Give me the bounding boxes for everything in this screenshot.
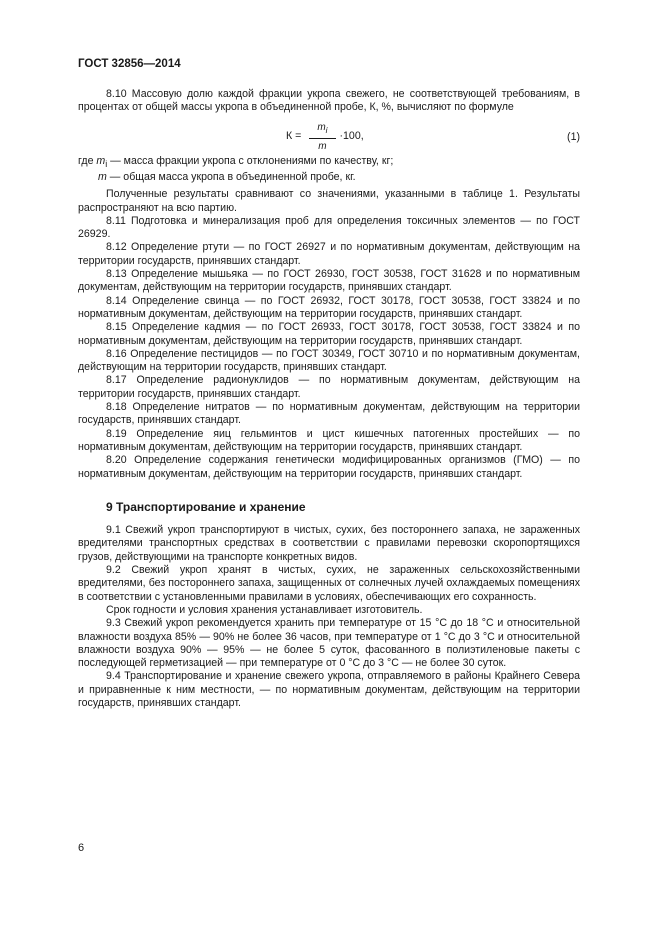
- paragraph-9-2: 9.2 Свежий укроп хранят в чистых, сухих, не зараженных сельскохозяйственными вредителями, без постороннего запаха, защищенных от солнечных лучей охлаждаемых помещениях в соответствии с установленными правилами в условиях, обеспечивающих его сохранность.: [78, 564, 580, 603]
- paragraph-8-18: 8.18 Определение нитратов — по нормативным документам, действующим на территории государств, принявших стандарт.: [78, 401, 580, 427]
- paragraph-9-3: 9.3 Свежий укроп рекомендуется хранить при температуре от 15 °С до 18 °С и относительной влажности воздуха 85% — 90% не более 36 часов, при температуре от 1 °С до 3 °С и относительной влажности воздуха 90% — 95% — не более 5 суток, фасованного в полиэтиленовые пакеты с последующей герметизацией — при температуре от 0 °С до 3 °С — не более 30 суток.: [78, 617, 580, 670]
- formula-numerator-subscript: i: [325, 124, 328, 135]
- paragraph-8-19: 8.19 Определение яиц гельминтов и цист кишечных патогенных простейших — по нормативным документам, действующим на территории государств, принявших стандарт.: [78, 427, 580, 453]
- paragraph-9-1: 9.1 Свежий укроп транспортируют в чистых, сухих, без постороннего запаха, не зараженных вредителями транспортных средствах в соответствии с правилами перевозки скоропортящихся грузов, действующими на транспорте конкретных видов.: [78, 524, 580, 563]
- page-number: 6: [78, 842, 85, 854]
- formula-lhs: К =: [286, 130, 302, 143]
- paragraph-shelf-life: Срок годности и условия хранения устанавливает изготовитель.: [106, 603, 423, 616]
- formula-legend-m: m — общая масса укропа в объединенной пробе, кг.: [98, 171, 356, 183]
- paragraph-8-20: 8.20 Определение содержания генетически модифицированных организмов (ГМО) — по нормативным документам, действующим на территории государств, принявших стандарт.: [78, 454, 580, 480]
- paragraph-8-15: 8.15 Определение кадмия — по ГОСТ 26933, ГОСТ 30178, ГОСТ 30538, ГОСТ 33824 и по нормативным документам, действующим на территории государств, принявших стандарт.: [78, 321, 580, 347]
- paragraph-8-16: 8.16 Определение пестицидов — по ГОСТ 30349, ГОСТ 30710 и по нормативным документам, действующим на территории государств, принявших стандарт.: [78, 347, 580, 374]
- paragraph-9-4: 9.4 Транспортирование и хранение свежего укропа, отправляемого в районы Крайнего Севера и приравненные к ним местности, — по нормативным документам, действующим на территории государств, принявших стандарт.: [78, 670, 580, 709]
- formula-multiplier: ·100,: [339, 130, 364, 143]
- paragraph-8-14: 8.14 Определение свинца — по ГОСТ 26932, ГОСТ 30178, ГОСТ 30538, ГОСТ 33824 и по нормативным документам, действующим на территории государств, принявших стандарт.: [78, 294, 580, 320]
- document-body: [78, 88, 580, 710]
- formula-fraction: [309, 121, 335, 154]
- formula-numerator: $m_i$: [309, 121, 335, 139]
- formula-number: (1): [567, 130, 580, 143]
- formula-legend-mi: где $m_i$ — масса фракции укропа с отклонениями по качеству, кг;: [78, 154, 394, 169]
- section-title: 9 Транспортирование и хранение: [106, 499, 306, 514]
- paragraph-8-13: 8.13 Определение мышьяка — по ГОСТ 26930, ГОСТ 30538, ГОСТ 31628 и по нормативным документам, действующим на территории государств, принявших стандарт.: [78, 268, 580, 294]
- document-header: ГОСТ 32856—2014: [78, 58, 181, 70]
- formula-denominator: m: [318, 140, 327, 152]
- paragraph-8-10: 8.10 Массовую долю каждой фракции укропа свежего, не соответствующей требованиям, в процентах от общей массы укропа в объединенной пробе, К, %, вычисляют по формуле: [78, 88, 580, 114]
- formula-block: [78, 117, 580, 155]
- paragraph-8-17: 8.17 Определение радионуклидов — по нормативным документам, действующим на территории государств, принявших стандарт.: [78, 374, 580, 400]
- paragraph-8-12: 8.12 Определение ртути — по ГОСТ 26927 и по нормативным документам, действующим на территории государств, принявших стандарт.: [78, 241, 580, 267]
- paragraph-results: Полученные результаты сравнивают со значениями, указанными в таблице 1. Результаты распространяют на всю партию.: [78, 188, 580, 214]
- formula: [286, 121, 364, 154]
- paragraph-8-11: 8.11 Подготовка и минерализация проб для определения токсичных элементов — по ГОСТ 26929.: [78, 214, 580, 241]
